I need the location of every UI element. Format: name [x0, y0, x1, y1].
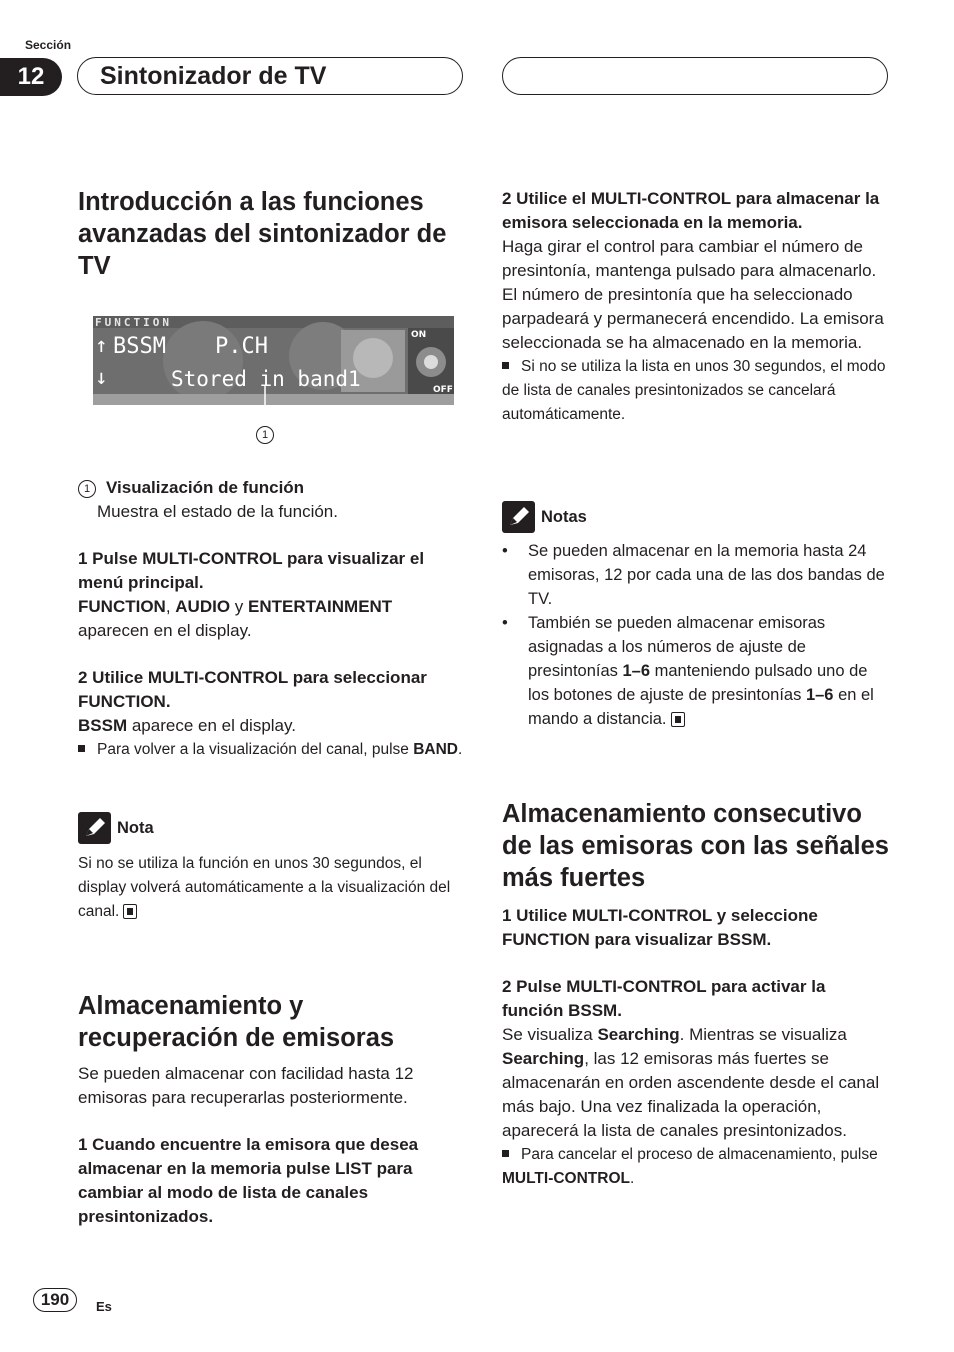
step-2-body: BSSM aparece en el display.: [78, 716, 296, 735]
language-code: Es: [96, 1299, 112, 1314]
bssm-heading: Almacenamiento consecutivo de las emisoras con las señales más fuertes: [502, 800, 889, 892]
step-2: [78, 666, 463, 762]
empty-header-frame: [502, 57, 888, 95]
display-bssm: BSSM: [113, 334, 166, 359]
bssm-step-2-bullet: Para cancelar el proceso de almacenamiento, pulse MULTI-CONTROL.: [502, 1146, 878, 1187]
note-heading: Nota: [78, 812, 463, 844]
legend-item: [78, 476, 463, 524]
store-step-2-p2: El número de presintonía que ha seleccionado parpadeará y permanecerá encendido. La emisora seleccionada se ha almacenado en la memoria.: [502, 285, 884, 352]
display-arrow-up-icon: ↑: [95, 333, 108, 357]
bssm-step-1: 1 Utilice MULTI-CONTROL y seleccione FUNCTION para visualizar BSSM.: [502, 906, 818, 949]
note-text: Si no se utiliza la función en unos 30 segundos, el display volverá automáticamente a la visualización del canal.: [78, 855, 451, 920]
square-bullet-icon: [502, 1150, 509, 1157]
legend-number: 1: [78, 480, 96, 498]
section-label: Sección: [25, 38, 72, 52]
step-1-title: 1 Pulse MULTI-CONTROL para visualizar el menú principal.: [78, 549, 425, 592]
display-arrow-down-icon: ↓: [95, 365, 108, 389]
end-mark-icon: [123, 904, 137, 919]
notes-heading: Notas: [502, 501, 890, 533]
display-pch: P.CH: [215, 334, 268, 359]
store-heading: Almacenamiento y recuperación de emisoras: [78, 992, 395, 1052]
store-intro: Se pueden almacenar con facilidad hasta 12 emisoras para recuperarlas posteriormente.: [78, 1064, 414, 1107]
note-block: [78, 812, 463, 924]
display-on-label: ON: [411, 330, 427, 340]
notes-item-1: • Se pueden almacenar en la memoria hasta 24 emisoras, 12 por cada una de las dos bandas de TV.: [502, 539, 890, 611]
display-off-label: OFF: [433, 385, 453, 395]
bssm-step-2-body: Se visualiza Searching. Mientras se visualiza Searching, las 12 emisoras más fuertes se almacenarán en orden ascendente desde el canal más bajo. Una vez finalizada la operación, aparecerá la lista de canales presintonizados.: [502, 1025, 880, 1140]
pencil-icon: [78, 812, 111, 844]
square-bullet-icon: [502, 362, 509, 369]
step-2-bullet: Para volver a la visualización del canal, pulse BAND.: [78, 738, 463, 762]
step-1-body: FUNCTION, AUDIO y ENTERTAINMENT aparecen en el display.: [78, 597, 393, 640]
bssm-step-2: [502, 975, 890, 1191]
display-stored-text: Stored in band1: [171, 367, 361, 391]
display-callout: 1: [256, 426, 274, 444]
store-step-2-bullet: Si no se utiliza la lista en unos 30 segundos, el modo de lista de canales presintonizados se cancelará automáticamente.: [502, 358, 886, 423]
legend-title: Visualización de función: [106, 478, 305, 497]
intro-heading: Introducción a las funciones avanzadas del sintonizador de TV: [78, 188, 447, 280]
bssm-step-2-title: 2 Pulse MULTI-CONTROL para activar la función BSSM.: [502, 977, 826, 1020]
function-display-illustration: [93, 316, 454, 405]
square-bullet-icon: [78, 745, 85, 752]
legend-desc: Muestra el estado de la función.: [97, 502, 338, 521]
page-number: 190: [33, 1288, 77, 1312]
step-2-title: 2 Utilice MULTI-CONTROL para seleccionar FUNCTION.: [78, 668, 427, 711]
store-step-2-title: 2 Utilice el MULTI-CONTROL para almacenar la emisora seleccionada en la memoria.: [502, 189, 880, 232]
notes-block: [502, 501, 890, 731]
store-step-2-p1: Haga girar el control para cambiar el número de presintonía, mantenga pulsado para almacenarlo.: [502, 237, 877, 280]
step-1: [78, 547, 463, 643]
section-number: 12: [0, 58, 62, 96]
end-mark-icon: [671, 712, 685, 727]
pencil-icon: [502, 501, 535, 533]
store-step-2: [502, 187, 890, 427]
section-title: Sintonizador de TV: [100, 62, 327, 90]
display-title: FUNCTION: [95, 316, 172, 329]
store-step-1: 1 Cuando encuentre la emisora que desea almacenar en la memoria pulse LIST para cambiar al modo de lista de canales presintonizados.: [78, 1135, 419, 1226]
notes-item-2: • También se pueden almacenar emisoras asignadas a los números de ajuste de presintonías 1–6 manteniendo pulsado uno de los botones de ajuste de presintonías 1–6 en el mando a distancia.: [502, 611, 890, 731]
